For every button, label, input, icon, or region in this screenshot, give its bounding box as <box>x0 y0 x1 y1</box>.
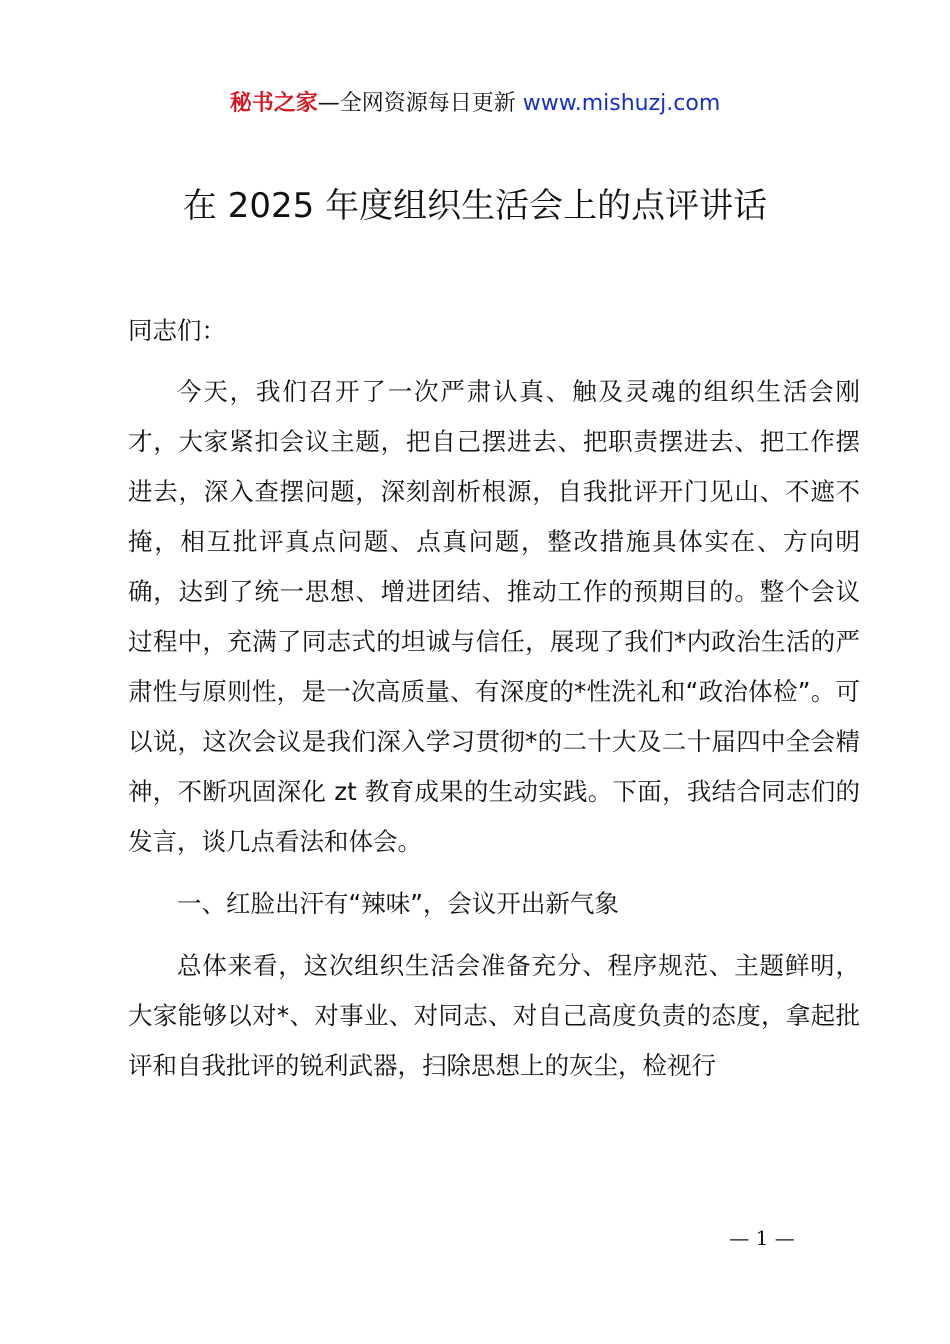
page-number: — 1 — <box>729 1226 795 1250</box>
site-brand-name: 秘书之家 <box>229 91 318 116</box>
section-paragraph: 总体来看，这次组织生活会准备充分、程序规范、主题鲜明，大家能够以对*、对事业、对同志、对自己高度负责的态度，拿起批评和自我批评的锐利武器，扫除思想上的灰尘，检视行 <box>128 951 860 1080</box>
intro-paragraph: 今天，我们召开了一次严肃认真、触及灵魂的组织生活会刚才，大家紧扣会议主题，把自己摆进去、把职责摆进去、把工作摆进去，深入查摆问题，深刻剖析根源，自我批评开门见山、不遮不掩，相互批评真点问题、点真问题，整改措施具体实在、方向明确，达到了统一思想、增进团结、推动工作的预期目的。整个会议过程中，充满了同志式的坦诚与信任，展现了我们*内政治生活的严肃性与原则性，是一次高质量、有深度的*性洗礼和“政治体检”。可以说，这次会议是我们深入学习贯彻*的二十大及二十届四中全会精神，不断巩固深化 zt 教育成果的生动实践。下面，我结合同志们的发言，谈几点看法和体会。 <box>128 377 860 856</box>
section-heading: 一、红脸出汗有“辣味”，会议开出新气象 <box>177 889 619 918</box>
site-header <box>0 86 950 122</box>
site-tagline: —全网资源每日更新 <box>317 91 523 116</box>
document-title: 在 2025 年度组织生活会上的点评讲话 <box>182 186 768 226</box>
document-body <box>128 306 860 1091</box>
site-url-link[interactable]: www.mishuzj.com <box>522 91 721 116</box>
salutation: 同志们： <box>128 316 226 345</box>
